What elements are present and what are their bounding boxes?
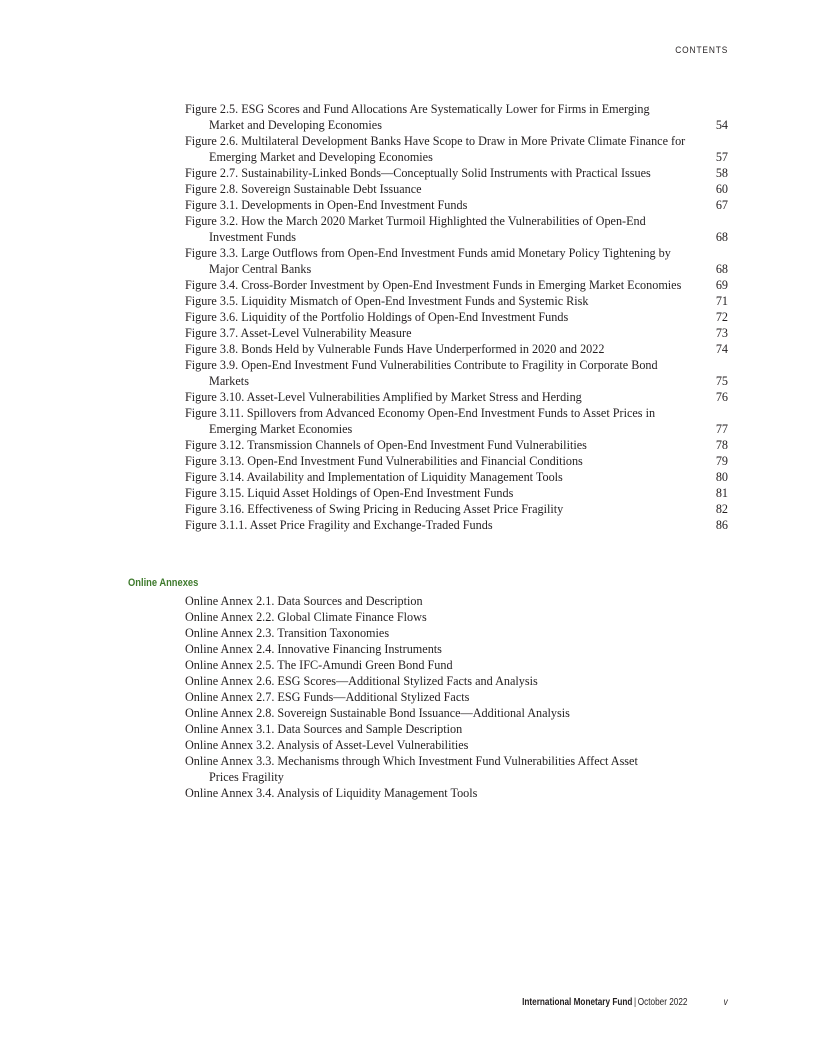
entry-title: Figure 3.13. Open-End Investment Fund Vulnerabilities and Financial Conditions: [185, 454, 583, 468]
entry-page-number: 79: [715, 454, 728, 468]
entry-page-number: 72: [715, 310, 728, 324]
entry-page-number: 69: [715, 278, 728, 292]
annex-item[interactable]: Online Annex 2.1. Data Sources and Description: [185, 594, 423, 608]
entry-page-number: 75: [715, 374, 728, 388]
entry-title: Figure 3.5. Liquidity Mismatch of Open-End Investment Funds and Systemic Risk: [185, 294, 589, 308]
toc-entry[interactable]: [185, 389, 728, 405]
annex-item[interactable]: Online Annex 2.3. Transition Taxonomies: [185, 626, 390, 640]
entry-title: Figure 3.11. Spillovers from Advanced Economy Open-End Investment Funds to Asset Prices in Emerging Market Economies: [185, 406, 656, 436]
toc-entry[interactable]: [185, 485, 728, 501]
entry-page-number: 78: [715, 438, 728, 452]
annex-item[interactable]: Online Annex 3.2. Analysis of Asset-Level Vulnerabilities: [185, 738, 469, 752]
annex-item[interactable]: Online Annex 2.4. Innovative Financing Instruments: [185, 642, 442, 656]
toc-entry[interactable]: [185, 517, 728, 533]
figure-list: [185, 101, 728, 533]
toc-entry[interactable]: [185, 405, 728, 437]
annex-item[interactable]: Online Annex 2.5. The IFC-Amundi Green Bond Fund: [185, 658, 453, 672]
footer-separator: |: [634, 997, 637, 1008]
entry-title: Figure 3.4. Cross-Border Investment by Open-End Investment Funds in Emerging Market Economies: [185, 278, 682, 292]
footer-date: October 2022: [638, 997, 688, 1008]
footer-page-number: v: [723, 997, 728, 1008]
toc-entry[interactable]: [185, 165, 728, 181]
toc-entry[interactable]: [185, 293, 728, 309]
toc-entry[interactable]: [185, 133, 728, 165]
toc-entry[interactable]: [185, 501, 728, 517]
entry-title: Figure 3.7. Asset-Level Vulnerability Measure: [185, 326, 412, 340]
entry-page-number: 54: [715, 118, 728, 132]
entry-title: Figure 3.12. Transmission Channels of Open-End Investment Fund Vulnerabilities: [185, 438, 587, 452]
entry-page-number: 77: [715, 422, 728, 436]
entry-page-number: 68: [715, 262, 728, 276]
entry-page-number: 68: [715, 230, 728, 244]
toc-entry[interactable]: [185, 213, 728, 245]
toc-entry[interactable]: [185, 197, 728, 213]
entry-page-number: 71: [715, 294, 728, 308]
online-annexes-heading: Online Annexes: [128, 577, 199, 589]
toc-entry[interactable]: [185, 453, 728, 469]
entry-title: Figure 3.10. Asset-Level Vulnerabilities Amplified by Market Stress and Herding: [185, 390, 582, 404]
entry-title: Figure 3.8. Bonds Held by Vulnerable Funds Have Underperformed in 2020 and 2022: [185, 342, 605, 356]
entry-title: Figure 2.6. Multilateral Development Banks Have Scope to Draw in More Private Climate Finance for Emerging Market and Developing Economies: [185, 134, 686, 164]
entry-page-number: 67: [715, 198, 728, 212]
annex-item[interactable]: Online Annex 2.8. Sovereign Sustainable Bond Issuance—Additional Analysis: [185, 706, 570, 720]
toc-entry[interactable]: [185, 469, 728, 485]
entry-page-number: 81: [715, 486, 728, 500]
entry-title: Figure 3.15. Liquid Asset Holdings of Open-End Investment Funds: [185, 486, 514, 500]
entry-title: Figure 2.8. Sovereign Sustainable Debt Issuance: [185, 182, 422, 196]
annex-list: [185, 593, 655, 801]
toc-entry[interactable]: [185, 245, 728, 277]
annex-item[interactable]: Online Annex 2.6. ESG Scores—Additional Stylized Facts and Analysis: [185, 674, 538, 688]
toc-entry[interactable]: [185, 181, 728, 197]
entry-page-number: 57: [715, 150, 728, 164]
entry-page-number: 74: [715, 342, 728, 356]
entry-title: Figure 3.2. How the March 2020 Market Turmoil Highlighted the Vulnerabilities of Open-End Investment Funds: [185, 214, 646, 244]
entry-title: Figure 3.3. Large Outflows from Open-End Investment Funds amid Monetary Policy Tightening by Major Central Banks: [185, 246, 671, 276]
entry-title: Figure 3.14. Availability and Implementation of Liquidity Management Tools: [185, 470, 563, 484]
annex-item[interactable]: Online Annex 2.7. ESG Funds—Additional Stylized Facts: [185, 690, 470, 704]
entry-title: Figure 3.16. Effectiveness of Swing Pricing in Reducing Asset Price Fragility: [185, 502, 564, 516]
running-head: CONTENTS: [674, 45, 728, 56]
entry-title: Figure 2.7. Sustainability-Linked Bonds—Conceptually Solid Instruments with Practical Issues: [185, 166, 651, 180]
entry-title: Figure 3.1.1. Asset Price Fragility and Exchange-Traded Funds: [185, 518, 493, 532]
annex-item[interactable]: Online Annex 2.2. Global Climate Finance Flows: [185, 610, 427, 624]
entry-page-number: 80: [715, 470, 728, 484]
entry-title: Figure 3.9. Open-End Investment Fund Vulnerabilities Contribute to Fragility in Corporate Bond Markets: [185, 358, 658, 388]
annex-item[interactable]: Online Annex 3.4. Analysis of Liquidity Management Tools: [185, 786, 478, 800]
toc-entry[interactable]: [185, 101, 728, 133]
entry-page-number: 73: [715, 326, 728, 340]
annex-item[interactable]: Online Annex 3.1. Data Sources and Sample Description: [185, 722, 463, 736]
toc-entry[interactable]: [185, 437, 728, 453]
footer-organization: International Monetary Fund: [522, 997, 633, 1008]
entry-title: Figure 3.6. Liquidity of the Portfolio Holdings of Open-End Investment Funds: [185, 310, 569, 324]
page-footer: [522, 997, 728, 1008]
toc-entry[interactable]: [185, 357, 728, 389]
entry-title: Figure 3.1. Developments in Open-End Investment Funds: [185, 198, 468, 212]
entry-page-number: 58: [715, 166, 728, 180]
entry-page-number: 82: [715, 502, 728, 516]
toc-entry[interactable]: [185, 325, 728, 341]
annex-item[interactable]: Online Annex 3.3. Mechanisms through Which Investment Fund Vulnerabilities Affect Asset Prices Fragility: [185, 754, 638, 784]
entry-page-number: 60: [715, 182, 728, 196]
entry-page-number: 86: [715, 518, 728, 532]
entry-page-number: 76: [715, 390, 728, 404]
toc-entry[interactable]: [185, 341, 728, 357]
entry-title: Figure 2.5. ESG Scores and Fund Allocations Are Systematically Lower for Firms in Emerging Market and Developing Economies: [185, 102, 650, 132]
toc-entry[interactable]: [185, 277, 728, 293]
toc-entry[interactable]: [185, 309, 728, 325]
